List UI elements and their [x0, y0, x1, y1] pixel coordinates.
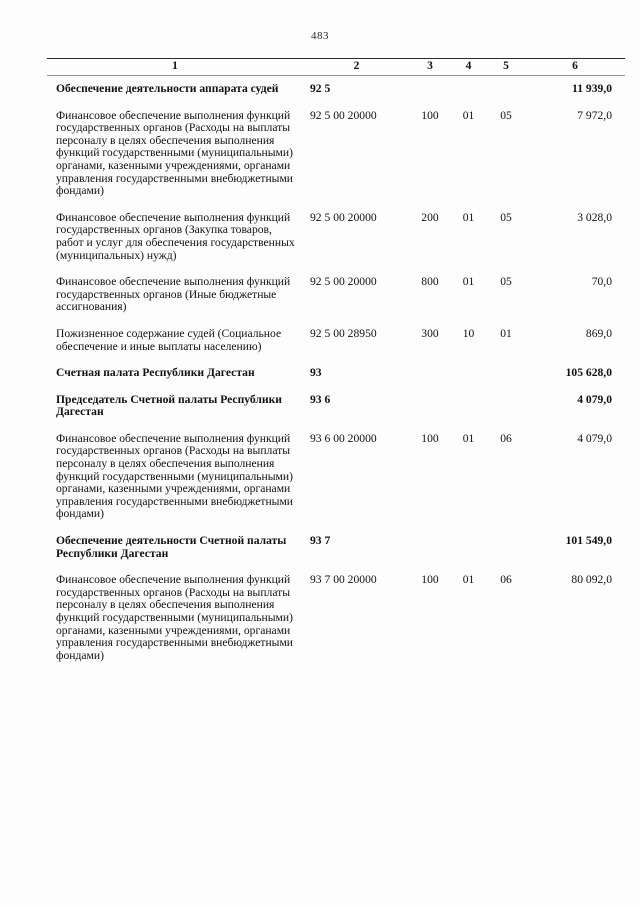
cell-rz: [450, 76, 487, 103]
cell-amount: 80 092,0: [571, 573, 612, 587]
cell-name: Финансовое обеспечение выполнения функций государственных органов (Закупка товаров, работ и услуг для обеспечения государственных (муниципальных) нужд): [56, 210, 295, 262]
tail-cell-6: [525, 669, 625, 727]
cell-vid: [410, 387, 450, 426]
table-header: [47, 59, 625, 76]
cell-pr: 06: [500, 431, 512, 445]
cell-amount: 70,0: [591, 275, 612, 289]
cell-name: Обеспечение деятельности Счетной палаты Республики Дагестан: [56, 534, 287, 560]
cell-rz: [450, 387, 487, 426]
table-tail-spacer: [47, 669, 625, 727]
cell-code: 92 5 00 28950: [310, 326, 377, 340]
column-header-vid: 3: [410, 59, 450, 76]
cell-amount: 11 939,0: [572, 82, 612, 95]
cell-name: Председатель Счетной палаты Республики Дагестан: [56, 392, 282, 419]
cell-name: Финансовое обеспечение выполнения функций государственных органов (Иные бюджетные ассигнования): [56, 275, 291, 314]
column-header-code: 2: [303, 59, 410, 76]
cell-rz: 01: [462, 108, 475, 122]
cell-amount: 869,0: [585, 326, 612, 340]
cell-pr: 05: [500, 108, 512, 122]
cell-amount: 7 972,0: [577, 108, 612, 122]
cell-vid: 200: [421, 210, 439, 224]
column-header-amount: 6: [525, 59, 625, 76]
tail-cell-5: [487, 669, 525, 727]
cell-name: Финансовое обеспечение выполнения функций государственных органов (Расходы на выплаты персоналу в целях обеспечения выполнения функций государственными (муниципальными) органами, казенными учреждениями, органами управления государственными внебюджетными фондами): [56, 108, 293, 198]
cell-name: Обеспечение деятельности аппарата судей: [56, 82, 279, 95]
table-body: [47, 76, 625, 728]
cell-rz: [450, 360, 487, 387]
cell-vid: [410, 528, 450, 567]
cell-name: Счетная палата Республики Дагестан: [56, 366, 255, 380]
cell-pr: [487, 76, 525, 103]
cell-pr: 06: [500, 573, 512, 587]
tail-cell-4: [450, 669, 487, 727]
table-row: [47, 103, 625, 205]
cell-rz: 01: [462, 275, 475, 289]
cell-pr: [487, 387, 525, 426]
cell-name: Финансовое обеспечение выполнения функций государственных органов (Расходы на выплаты персоналу в целях обеспечения выполнения функций государственными (муниципальными) органами, казенными учреждениями, органами управления государственными внебюджетными фондами): [56, 431, 293, 521]
cell-code: 93 7: [310, 534, 331, 548]
table-row: [47, 360, 625, 387]
cell-rz: 01: [462, 573, 475, 587]
cell-code: 93 6: [310, 392, 331, 406]
cell-amount: 4 079,0: [577, 392, 612, 406]
cell-code: 93: [310, 366, 322, 380]
cell-amount: 101 549,0: [565, 534, 612, 548]
cell-code: 93 7 00 20000: [310, 573, 377, 587]
table-row: [47, 205, 625, 269]
cell-vid: 100: [421, 431, 439, 445]
cell-vid: 800: [421, 275, 439, 289]
cell-pr: 05: [500, 275, 512, 289]
cell-pr: [487, 528, 525, 567]
cell-code: 92 5: [310, 82, 331, 95]
cell-rz: 01: [462, 431, 475, 445]
table-row: [47, 76, 625, 103]
table-row: [47, 321, 625, 360]
table-row: [47, 269, 625, 321]
tail-cell-1: [47, 669, 303, 727]
cell-code: 92 5 00 20000: [310, 275, 377, 289]
cell-rz: 10: [462, 326, 475, 340]
cell-vid: [410, 76, 450, 103]
cell-rz: [450, 528, 487, 567]
cell-name: Финансовое обеспечение выполнения функций государственных органов (Расходы на выплаты персоналу в целях обеспечения выполнения функций государственными (муниципальными) органами, казенными учреждениями, органами управления государственными внебюджетными фондами): [56, 573, 293, 662]
cell-vid: [410, 360, 450, 387]
cell-code: 93 6 00 20000: [310, 431, 377, 445]
cell-code: 92 5 00 20000: [310, 210, 377, 224]
cell-amount: 3 028,0: [577, 210, 612, 224]
column-header-pr: 5: [487, 59, 525, 76]
column-header-name: 1: [47, 59, 303, 76]
table-row: [47, 426, 625, 528]
cell-vid: 100: [421, 108, 439, 122]
page-number: 483: [311, 30, 329, 42]
cell-amount: 105 628,0: [565, 366, 612, 380]
column-number-row: [47, 59, 625, 76]
cell-pr: 01: [500, 326, 512, 340]
cell-code: 92 5 00 20000: [310, 108, 377, 122]
column-header-rz: 4: [450, 59, 487, 76]
budget-table: [47, 58, 625, 727]
cell-pr: 05: [500, 210, 512, 224]
table-row: [47, 528, 625, 567]
tail-cell-2: [303, 669, 410, 727]
cell-pr: [487, 360, 525, 387]
tail-cell-3: [410, 669, 450, 727]
table-row: [47, 387, 625, 426]
table-row: [47, 567, 625, 669]
cell-rz: 01: [462, 210, 475, 224]
cell-amount: 4 079,0: [577, 431, 612, 445]
cell-vid: 300: [421, 326, 439, 340]
cell-vid: 100: [421, 573, 439, 587]
cell-name: Пожизненное содержание судей (Социальное обеспечение и иные выплаты населению): [56, 326, 282, 353]
